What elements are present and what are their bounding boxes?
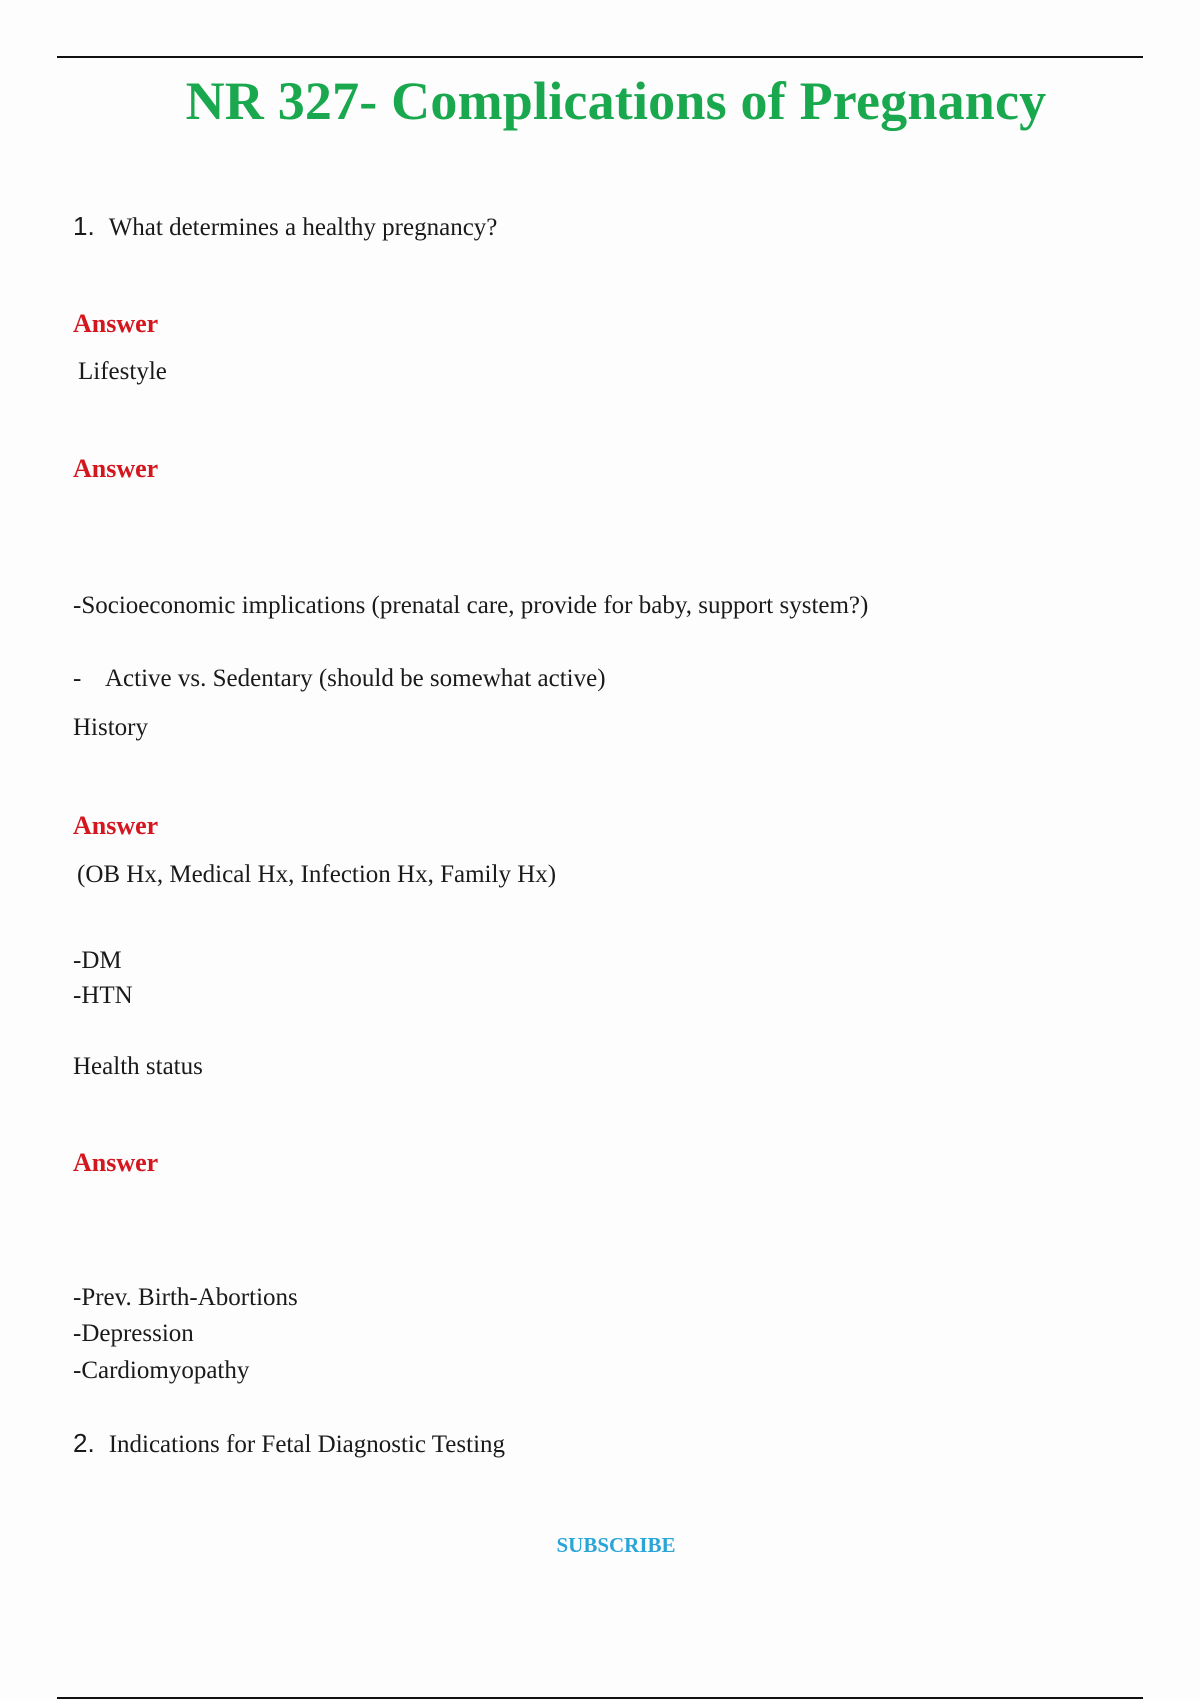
active-text: Active vs. Sedentary (should be somewhat active): [105, 665, 606, 692]
bottom-rule: [57, 1697, 1143, 1699]
answer-label: Answer: [73, 1148, 159, 1177]
answer-label: Answer: [73, 309, 159, 338]
answer-label: Answer: [73, 454, 159, 483]
page-title: NR 327- Complications of Pregnancy: [185, 71, 1047, 131]
subscribe-link[interactable]: SUBSCRIBE: [556, 1533, 676, 1557]
question-number: 2.: [73, 1428, 95, 1458]
question-1: [73, 211, 497, 243]
answer-text-prev-birth: -Prev. Birth-Abortions: [73, 1284, 298, 1311]
answer-text-socioeconomic: -Socioeconomic implications (prenatal care, provide for baby, support system?): [73, 592, 869, 619]
top-rule: [57, 56, 1143, 58]
answer-text-active: [73, 664, 606, 694]
question-2: [73, 1428, 505, 1460]
question-number: 1.: [73, 211, 95, 241]
answer-text-dm: -DM: [73, 947, 122, 974]
answer-text-health-status: Health status: [73, 1053, 203, 1080]
answer-text-history: History: [73, 714, 148, 741]
question-text: Indications for Fetal Diagnostic Testing: [108, 1431, 506, 1458]
answer-text-depression: -Depression: [73, 1320, 194, 1347]
answer-text-history-detail: (OB Hx, Medical Hx, Infection Hx, Family Hx): [77, 861, 557, 888]
answer-text-htn: -HTN: [73, 982, 133, 1009]
answer-text-lifestyle: Lifestyle: [78, 358, 167, 385]
answer-text-cardiomyopathy: -Cardiomyopathy: [73, 1357, 250, 1384]
dash-bullet: -: [73, 665, 82, 692]
question-text: What determines a healthy pregnancy?: [108, 214, 498, 241]
answer-label: Answer: [73, 811, 159, 840]
